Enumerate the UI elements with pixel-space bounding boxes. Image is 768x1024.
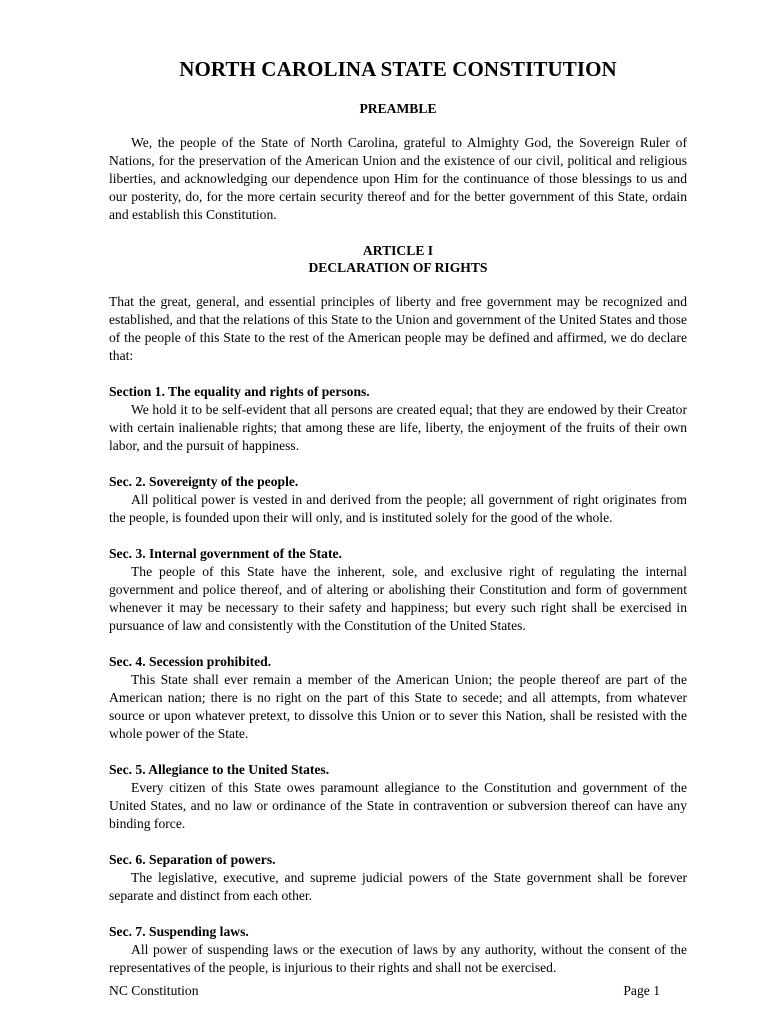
document-title: NORTH CAROLINA STATE CONSTITUTION	[179, 57, 617, 81]
section-text: All political power is vested in and derived from the people; all government of right originates from the people, is founded upon their will only, and is instituted solely for the good of the whole.	[109, 492, 687, 525]
section-6	[109, 851, 687, 905]
section-heading: Sec. 5. Allegiance to the United States.	[109, 762, 330, 777]
section-2	[109, 473, 687, 527]
section-text: The legislative, executive, and supreme judicial powers of the State government shall be forever separate and distinct from each other.	[109, 870, 687, 903]
article-name: DECLARATION OF RIGHTS	[308, 260, 488, 275]
preamble-text: We, the people of the State of North Carolina, grateful to Almighty God, the Sovereign Ruler of Nations, for the preservation of the American Union and the existence of our civil, political and religious liberties, and acknowledging our dependence upon Him for the continuance of those blessings to us and our posterity, do, for the more certain security thereof and for the better government of this State, ordain and establish this Constitution.	[109, 135, 687, 222]
section-4	[109, 653, 687, 743]
section-text: This State shall ever remain a member of the American Union; the people thereof are part of the American nation; there is no right on the part of this State to secede; and all attempts, from whatever source or upon whatever pretext, to dissolve this Union or to sever this Nation, shall be resisted with the whole power of the State.	[109, 672, 687, 741]
section-heading: Sec. 4. Secession prohibited.	[109, 654, 272, 669]
section-heading: Sec. 6. Separation of powers.	[109, 852, 276, 867]
section-heading: Section 1. The equality and rights of persons.	[109, 384, 370, 399]
footer-document-name: NC Constitution	[109, 983, 199, 998]
section-heading: Sec. 7. Suspending laws.	[109, 924, 249, 939]
footer-page-number: Page 1	[623, 983, 660, 998]
section-text: Every citizen of this State owes paramount allegiance to the Constitution and government of the United States, and no law or ordinance of the State in contravention or subversion thereof can have any binding force.	[109, 780, 687, 831]
section-1	[109, 383, 687, 455]
section-text: We hold it to be self-evident that all persons are created equal; that they are endowed by their Creator with certain inalienable rights; that among these are life, liberty, the enjoyment of the fruits of their own labor, and the pursuit of happiness.	[109, 402, 687, 453]
section-7	[109, 923, 687, 977]
section-heading: Sec. 3. Internal government of the State.	[109, 546, 342, 561]
section-3	[109, 545, 687, 635]
section-5	[109, 761, 687, 833]
section-text: All power of suspending laws or the execution of laws by any authority, without the consent of the representatives of the people, is injurious to their rights and shall not be exercised.	[109, 942, 687, 975]
preamble-heading: PREAMBLE	[359, 101, 437, 116]
section-heading: Sec. 2. Sovereignty of the people.	[109, 474, 299, 489]
article-number: ARTICLE I	[362, 243, 434, 258]
section-text: The people of this State have the inherent, sole, and exclusive right of regulating the internal government and police thereof, and of altering or abolishing their Constitution and form of government whenever it may be necessary to their safety and happiness; but every such right shall be exercised in pursuance of law and consistently with the Constitution of the United States.	[109, 564, 687, 633]
article-intro: That the great, general, and essential principles of liberty and free government may be recognized and established, and that the relations of this State to the Union and government of the United States and those of the people of this State to the rest of the American people may be defined and affirmed, we do declare that:	[109, 294, 687, 363]
document-body	[109, 54, 687, 977]
